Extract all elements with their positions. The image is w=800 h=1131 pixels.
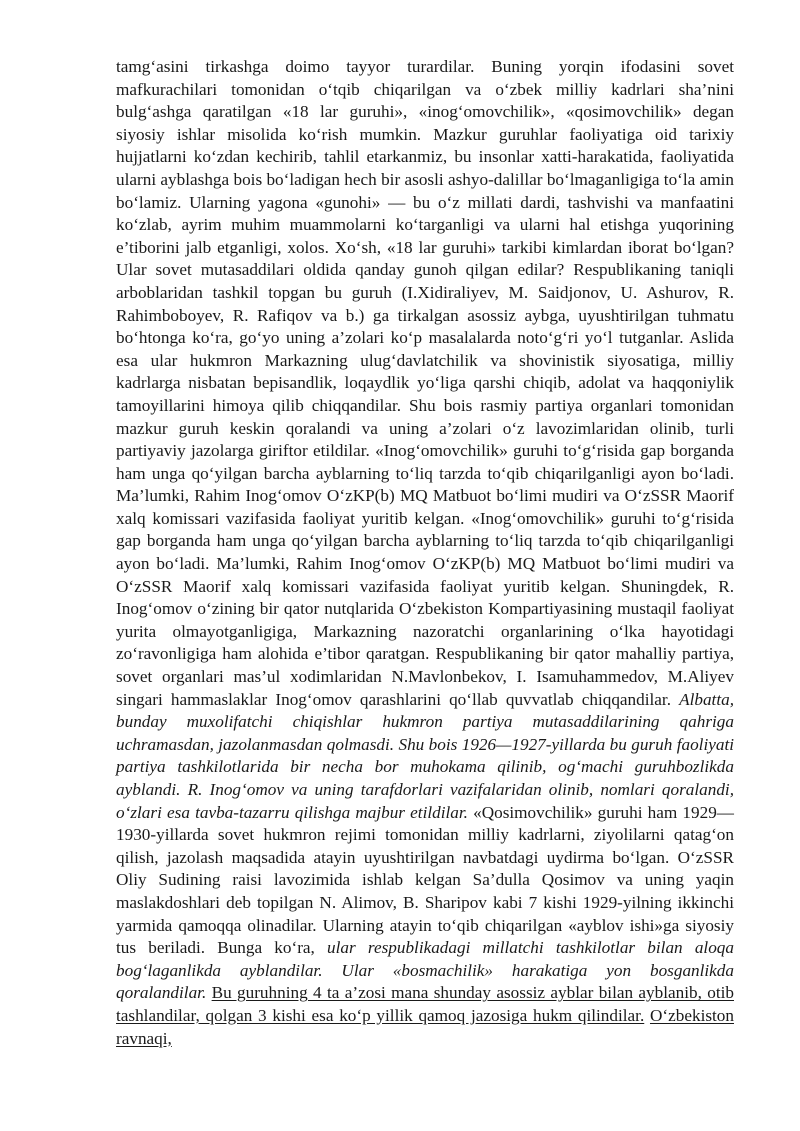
underlined-text-segment: Bu guruhning 4 ta a’zosi mana shunday asossiz ayblar bilan ayblanib, otib tashlandilar, qolgan 3 kishi esa ko‘p yillik qamoq jazosiga hukm qilindilar. <box>116 983 734 1025</box>
text-segment: tamg‘asini tirkashga doimo tayyor turardilar. Buning yorqin ifodasini sovet mafkurachilari tomonidan o‘tqib chiqarilgan va o‘zbek milliy kadrlari sha’nini bulg‘ashga qaratilgan «18 lar guruhi», «inog‘omovchilik», «qosimovchilik» degan siyosiy ishlar misolida ko‘rish mumkin. Mazkur guruhlar faoliyatiga oid tarixiy hujjatlarni ko‘zdan kechirib, tahlil etarkanmiz, bu insonlar xatti-harakatida, faoliyatida ularni ayblashga bois bo‘ladigan hech bir asosli ashyo-dalillar bo‘lmaganligiga to‘la amin bo‘lamiz. Ularning yagona «gunohi» — bu o‘z millati dardi, tashvishi va manfaatini ko‘zlab, ayrim muhim muammolarni ko‘targanligi va ularni hal etishga yuqorining e’tiborini jalb etganligi, xolos. Xo‘sh, «18 lar guruhi» tarkibi kimlardan iborat bo‘lgan? Ular sovet mutasaddilari oldida qanday gunoh qilgan edilar? Respublikaning taniqli arboblaridan tashkil topgan bu guruh (I.Xidiraliyev, M. Saidjonov, U. Ashurov, R. Rahimboboyev, R. Rafiqov va b.) ga tirkalgan asossiz aybga, uyushtirilgan tuhmatu bo‘htonga ko‘ra, go‘yo uning a’zolari ko‘p masalalarda noto‘g‘ri yo‘l tutganlar. Aslida esa ular hukmron Markazning ulug‘davlatchilik va shovinistik siyosatiga, milliy kadrlarga nisbatan bepisandlik, loqaydlik yo‘liga qarshi chiqib, adolat va haqqoniylik tamoyillarini himoya qilib chiqqandilar. Shu bois rasmiy partiya organlari tomonidan mazkur guruh keskin qoralandi va uning a’zolari o‘z lavozimlaridan olinib, turli partiyaviy jazolarga giriftor etildilar. «Inog‘omovchilik» guruhi to‘g‘risida gap borganda ham unga qo‘yilgan barcha ayblarning to‘liq tarzda to‘qib chiqarilganligi ayon bo‘ladi. Ma’lumki, Rahim Inog‘omov O‘zKP(b) MQ Matbuot bo‘limi mudiri va O‘zSSR Maorif xalq komissari vazifasida faoliyat yuritib kelgan. «Inog‘omovchilik» guruhi to‘g‘risida gap borganda ham unga qo‘yilgan barcha ayblarning to‘liq tarzda to‘qib chiqarilganligi ayon bo‘ladi. Ma’lumki, Rahim Inog‘omov O‘zKP(b) MQ Matbuot bo‘limi mudiri va O‘zSSR Maorif xalq komissari vazifasida faoliyat yuritib kelgan. Shuningdek, R. Inog‘omov o‘zining bir qator nutqlarida O‘zbekiston Kompartiyasining mustaqil faoliyat yurita olmayotganligiga, Markazning nazoratchi organlarining o‘lka hayotidagi zo‘ravonligiga ham alohida e’tibor qaratgan. Respublikaning bir qator mahalliy partiya, sovet organlari mas’ul xodimlaridan N.Mavlonbekov, I. Isamuhammedov, M.Aliyev singari hammaslaklar Inog‘omov qarashlarini qo‘llab quvvatlab chiqqandilar. <box>116 57 734 709</box>
italic-text-segment: ular respublikadagi millatchi tashkilotlar bilan aloqa bog‘laganlikda ayblandilar. Ular «bosmachilik» harakatiga yon bosganlikda qoralandilar. <box>116 938 734 1003</box>
body-paragraph <box>116 56 734 1050</box>
document-page <box>116 56 734 1050</box>
italic-text-segment: Albatta, bunday muxolifatchi chiqishlar hukmron partiya mutasaddilarining qahriga uchramasdan, jazolanmasdan qolmasdi. Shu bois 1926—1927-yillarda bu guruh faoliyati partiya tashkilotlarida bir necha bor muhokama qilinib, og‘machi guruhbozlikda ayblandi. R. Inog‘omov va uning tarafdorlari vazifalaridan olinib, nomlari qoralandi, o‘zlari esa tavba-tazarru qilishga majbur etildilar. <box>116 689 734 822</box>
underlined-text-segment: O‘zbekiston ravnaqi, <box>116 1005 734 1048</box>
text-segment: «Qosimovchilik» guruhi ham 1929—1930-yillarda sovet hukmron rejimi tomonidan milliy kadrlarni, ziyolilarni qatag‘on qilish, jazolash maqsadida atayin uyushtirilgan navbatdagi uydirma bo‘lgan. O‘zSSR Oliy Sudining raisi lavozimida ishlab kelgan Sa’dulla Qosimov va uning yaqin maslakdoshlari deb topilgan N. Alimov, B. Sharipov kabi 7 kishi 1929-yilning ikkinchi yarmida qamoqqa olinadilar. Ularning atayin to‘qib chiqarilgan «ayblov ishi»ga siyosiy tus beriladi. Bunga ko‘ra, <box>116 802 734 958</box>
